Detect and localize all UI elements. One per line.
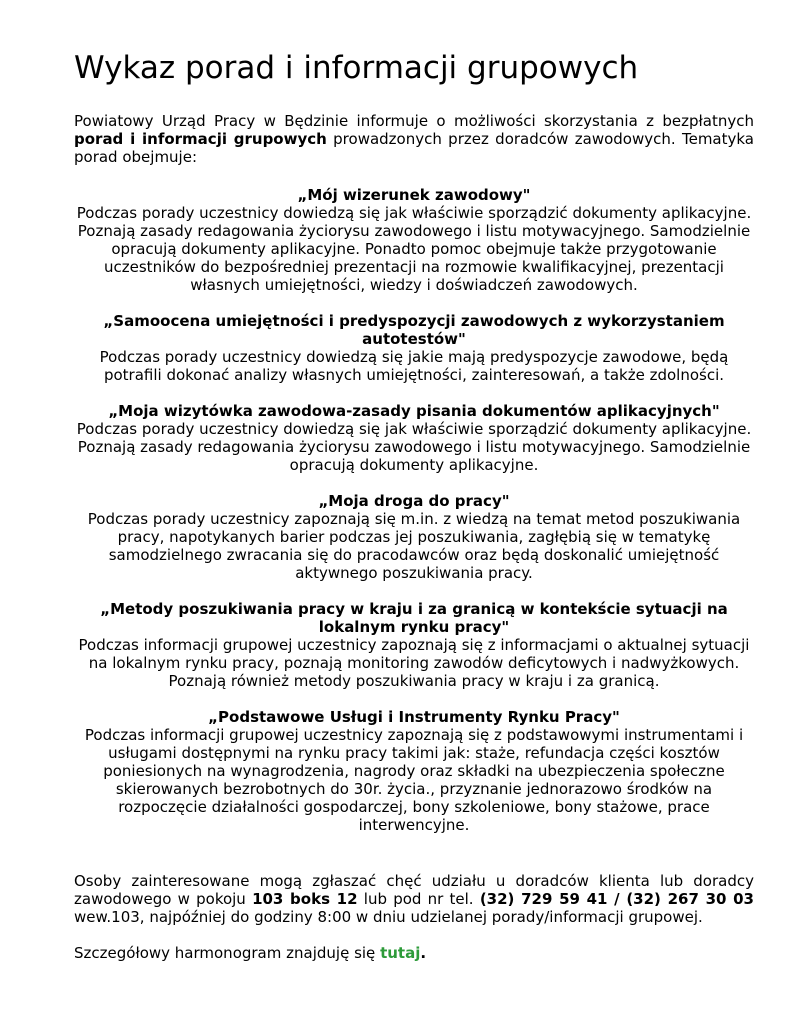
phone-numbers: (32) 729 59 41 / (32) 267 30 03 [479,890,754,908]
room-number: 103 boks 12 [252,890,358,908]
topic-title: „Samoocena umiejętności i predyspozycji zawodowych z wykorzystaniem autotestów" [103,312,725,348]
schedule-text: Szczegółowy harmonogram znajduję się [74,944,376,962]
topic-description: Podczas informacji grupowej uczestnicy zapoznają się z podstawowymi instrumentami i usługami dostępnymi na rynku pracy takimi jak: staże, refundacja części kosztów poniesionych na wynagrodzenia, nagrody oraz składki na ubezpieczenia społeczne skierowanych bezrobotnych do 30r. życia., przyznanie jednorazowo środków na rozpoczęcie działalności gospodarczej, bony szkoleniowe, bony stażowe, prace interwencyjne. [84,726,744,834]
topic-6 [74,708,754,834]
topic-1 [74,186,754,294]
contact-text-1: Osoby zainteresowane mogą zgłaszać chęć udziału u doradców klienta lub doradcy zawodowego w pokoju [74,872,754,908]
page-title: Wykaz porad i informacji grupowych [74,50,639,86]
topic-title: „Moja wizytówka zawodowa-zasady pisania dokumentów aplikacyjnych" [108,402,720,420]
topic-title: „Moja droga do pracy" [318,492,510,510]
topic-description: Podczas informacji grupowej uczestnicy zapoznają się z informacjami o aktualnej sytuacji na lokalnym rynku pracy, poznają monitoring zawodów deficytowych i nadwyżkowych. Poznają również metody poszukiwania pracy w kraju i za granicą. [78,636,750,690]
schedule-end: . [420,944,427,962]
schedule-link[interactable]: tutaj [380,944,421,962]
topic-4 [74,492,754,582]
topic-title: „Mój wizerunek zawodowy" [297,186,531,204]
contact-text-2: lub pod nr tel. [363,890,474,908]
topic-title: „Metody poszukiwania pracy w kraju i za granicą w kontekście sytuacji na lokalnym rynku pracy" [100,600,728,636]
contact-text-3: wew.103, najpóźniej do godziny 8:00 w dniu udzielanej porady/informacji grupowej. [74,908,703,926]
intro-bold: porad i informacji grupowych [74,130,327,148]
intro-text-1: Powiatowy Urząd Pracy w Będzinie informuje o możliwości skorzystania z bezpłatnych [74,112,754,130]
topic-title: „Podstawowe Usługi i Instrumenty Rynku Pracy" [208,708,620,726]
intro-paragraph [74,112,754,166]
topic-description: Podczas porady uczestnicy zapoznają się m.in. z wiedzą na temat metod poszukiwania pracy, napotykanych barier podczas jej poszukiwania, zagłębią się w tematykę samodzielnego zwracania się do pracodawców oraz będą doskonalić umiejętność aktywnego poszukiwania pracy. [87,510,741,582]
schedule-paragraph [74,944,754,962]
intro-text-2: prowadzonych przez doradców zawodowych. Tematyka porad obejmuje: [74,130,754,166]
topic-5 [74,600,754,690]
contact-paragraph [74,872,754,926]
topic-description: Podczas porady uczestnicy dowiedzą się jak właściwie sporządzić dokumenty aplikacyjne. Poznają zasady redagowania życiorysu zawodowego i listu motywacyjnego. Samodzielnie opracują dokumenty aplikacyjne. [76,420,752,474]
topic-2 [74,312,754,384]
topic-description: Podczas porady uczestnicy dowiedzą się jak właściwie sporządzić dokumenty aplikacyjne. Poznają zasady redagowania życiorysu zawodowego i listu motywacyjnego. Samodzielnie opracują dokumenty aplikacyjne. Ponadto pomoc obejmuje także przygotowanie uczestników do bezpośredniej prezentacji na rozmowie kwalifikacyjnej, prezentacji własnych umiejętności, wiedzy i doświadczeń zawodowych. [76,204,752,294]
topic-description: Podczas porady uczestnicy dowiedzą się jakie mają predyspozycje zawodowe, będą potrafili dokonać analizy własnych umiejętności, zainteresowań, a także zdolności. [99,348,729,384]
topic-3 [74,402,754,474]
